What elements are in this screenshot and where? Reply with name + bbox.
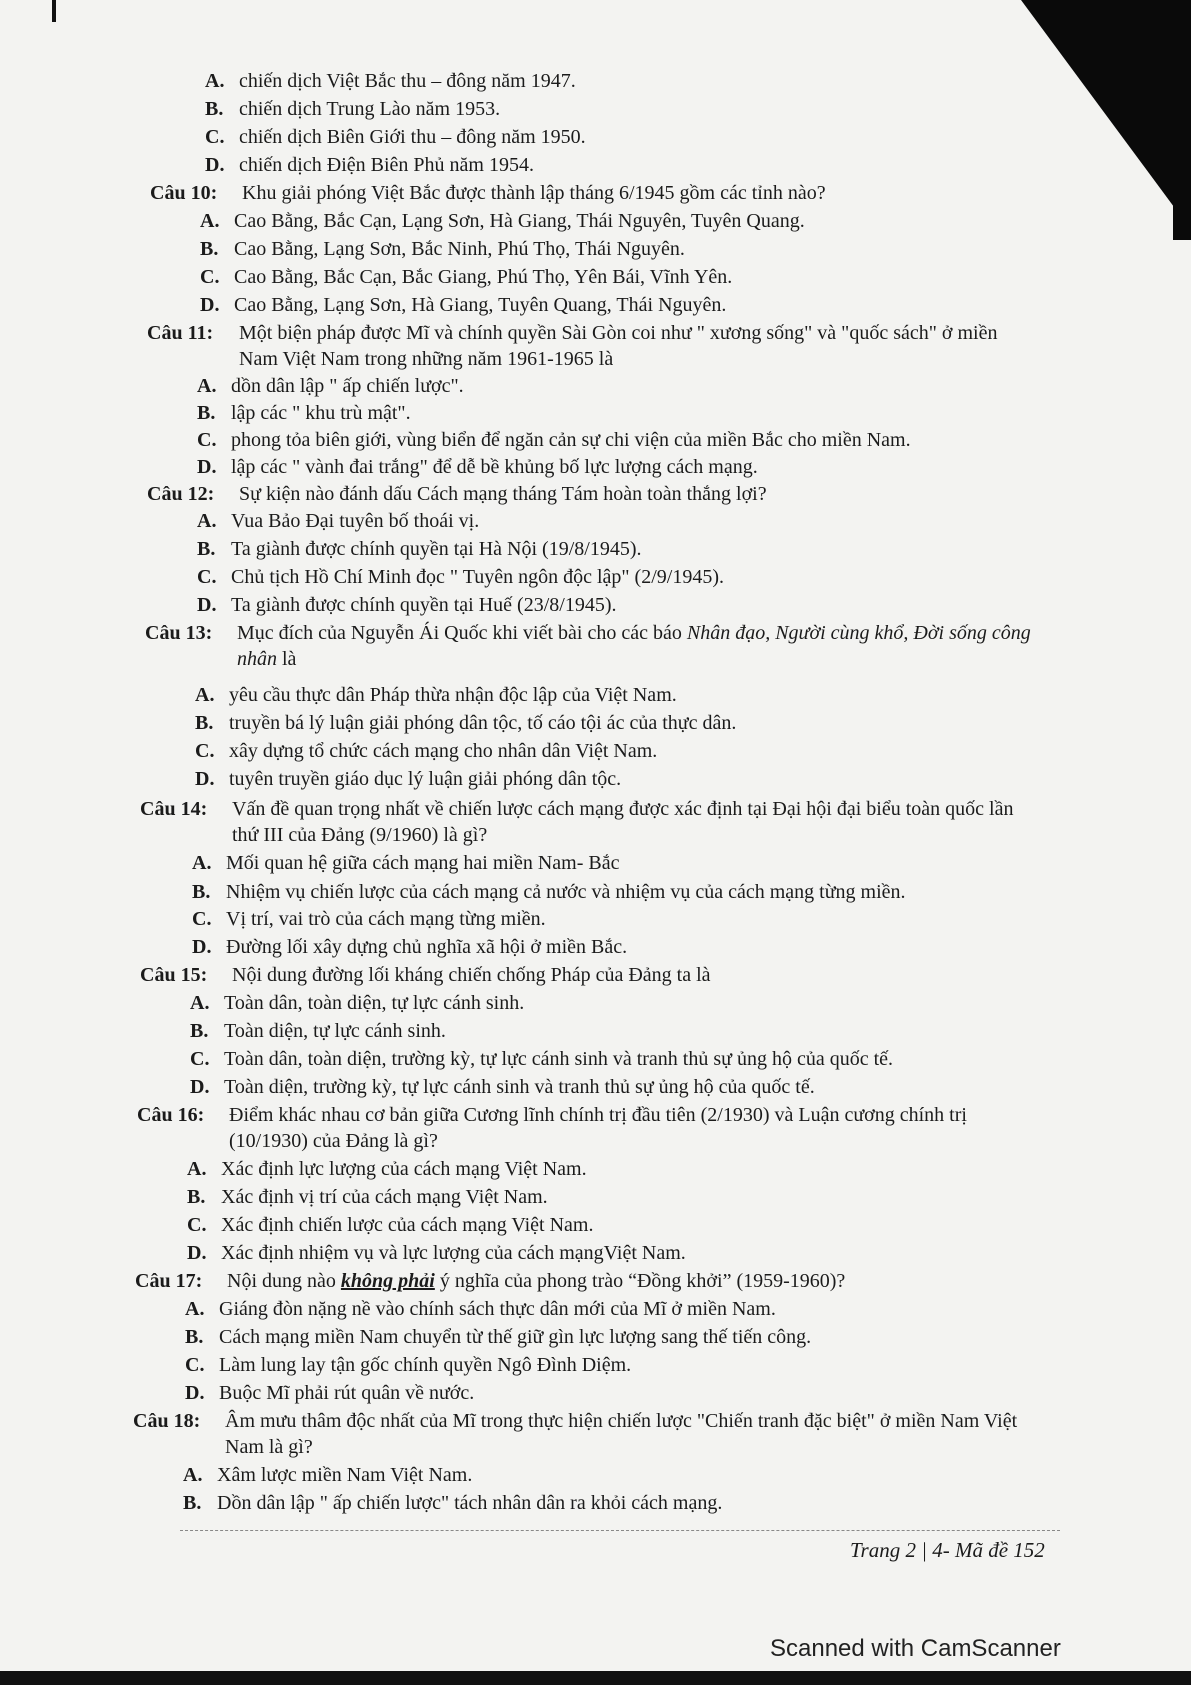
option-text: tuyên truyền giáo dục lý luận giải phóng dân tộc. bbox=[229, 768, 622, 790]
option-label: B. bbox=[205, 98, 224, 120]
option-text: Toàn dân, toàn diện, tự lực cánh sinh. bbox=[224, 992, 525, 1014]
option-label: D. bbox=[197, 456, 217, 478]
option-label: C. bbox=[197, 566, 217, 588]
option-b bbox=[195, 710, 736, 736]
question-text: là bbox=[277, 648, 297, 670]
question-13 bbox=[145, 620, 1031, 646]
option-text: Dồn dân lập " ấp chiến lược" tách nhân dân ra khỏi cách mạng. bbox=[217, 1492, 723, 1514]
option-d bbox=[197, 592, 616, 618]
question-text: Nam Việt Nam trong những năm 1961-1965 là bbox=[239, 348, 614, 370]
option-text: Xác định vị trí của cách mạng Việt Nam. bbox=[221, 1186, 548, 1208]
option-text: Chủ tịch Hồ Chí Minh đọc " Tuyên ngôn độc lập" (2/9/1945). bbox=[231, 566, 724, 588]
question-label: Câu 15: bbox=[140, 964, 208, 986]
option-c bbox=[197, 564, 724, 590]
option-label: D. bbox=[190, 1076, 210, 1098]
question-label: Câu 12: bbox=[147, 483, 215, 505]
option-text: chiến dịch Điện Biên Phủ năm 1954. bbox=[239, 154, 534, 176]
option-text: Cách mạng miền Nam chuyển từ thế giữ gìn lực lượng sang thế tiến công. bbox=[219, 1326, 812, 1348]
option-text: Mối quan hệ giữa cách mạng hai miền Nam- Bắc bbox=[226, 852, 620, 874]
option-label: B. bbox=[192, 881, 211, 903]
option-c bbox=[187, 1212, 593, 1238]
question-label: Câu 13: bbox=[145, 622, 213, 644]
option-label: C. bbox=[197, 429, 217, 451]
option-a bbox=[190, 990, 524, 1016]
question-text: Vấn đề quan trọng nhất về chiến lược cách mạng được xác định tại Đại hội đại biểu toàn quốc lần bbox=[232, 798, 1014, 820]
question-text: Nội dung đường lối kháng chiến chống Pháp của Đảng ta là bbox=[232, 964, 711, 986]
option-text: Buộc Mĩ phải rút quân về nước. bbox=[219, 1382, 475, 1404]
option-b bbox=[192, 879, 906, 905]
option-text: Đường lối xây dựng chủ nghĩa xã hội ở miền Bắc. bbox=[226, 936, 628, 958]
option-d bbox=[200, 292, 726, 318]
option-text: Cao Bằng, Bắc Cạn, Lạng Sơn, Hà Giang, Thái Nguyên, Tuyên Quang. bbox=[234, 210, 805, 232]
option-label: D. bbox=[195, 768, 215, 790]
scan-shadow-right bbox=[1021, 0, 1191, 230]
option-text: Làm lung lay tận gốc chính quyền Ngô Đình Diệm. bbox=[219, 1354, 632, 1376]
option-c bbox=[200, 264, 732, 290]
question-16 bbox=[137, 1102, 967, 1128]
footer-divider bbox=[180, 1530, 1060, 1531]
question-label: Câu 11: bbox=[147, 322, 214, 344]
option-label: A. bbox=[195, 684, 215, 706]
option-text: phong tỏa biên giới, vùng biển để ngăn cản sự chi viện của miền Bắc cho miền Nam. bbox=[231, 429, 911, 451]
question-text: Một biện pháp được Mĩ và chính quyền Sài Gòn coi như " xương sống" và "quốc sách" ở miền bbox=[239, 322, 998, 344]
option-text: lập các " khu trù mật". bbox=[231, 402, 411, 424]
question-text: Sự kiện nào đánh dấu Cách mạng tháng Tám hoàn toàn thắng lợi? bbox=[239, 483, 767, 505]
option-b bbox=[187, 1184, 548, 1210]
option-c bbox=[197, 427, 911, 453]
option-text: Cao Bằng, Bắc Cạn, Bắc Giang, Phú Thọ, Yên Bái, Vĩnh Yên. bbox=[234, 266, 733, 288]
option-text: xây dựng tổ chức cách mạng cho nhân dân Việt Nam. bbox=[229, 740, 658, 762]
option-text: Xác định chiến lược của cách mạng Việt Nam. bbox=[221, 1214, 594, 1236]
option-text: yêu cầu thực dân Pháp thừa nhận độc lập của Việt Nam. bbox=[229, 684, 677, 706]
question-10 bbox=[150, 180, 826, 206]
option-text: lập các " vành đai trắng" để dễ bề khủng bố lực lượng cách mạng. bbox=[231, 456, 758, 478]
option-text: chiến dịch Việt Bắc thu – đông năm 1947. bbox=[239, 70, 576, 92]
question-17 bbox=[135, 1268, 845, 1294]
option-text: Nhiệm vụ chiến lược của cách mạng cả nước và nhiệm vụ của cách mạng từng miền. bbox=[226, 881, 906, 903]
option-label: C. bbox=[205, 126, 225, 148]
newspaper-title: nhân bbox=[237, 648, 277, 670]
option-a bbox=[187, 1156, 587, 1182]
option-text: Cao Bằng, Lạng Sơn, Bắc Ninh, Phú Thọ, Thái Nguyên. bbox=[234, 238, 685, 260]
option-a bbox=[195, 682, 677, 708]
option-label: B. bbox=[197, 402, 216, 424]
option-text: Xác định lực lượng của cách mạng Việt Nam. bbox=[221, 1158, 587, 1180]
option-label: C. bbox=[192, 908, 212, 930]
option-text: Xâm lược miền Nam Việt Nam. bbox=[217, 1464, 473, 1486]
option-label: C. bbox=[187, 1214, 207, 1236]
option-label: D. bbox=[187, 1242, 207, 1264]
option-label: B. bbox=[197, 538, 216, 560]
option-label: A. bbox=[183, 1464, 203, 1486]
option-c bbox=[185, 1352, 631, 1378]
option-label: B. bbox=[183, 1492, 202, 1514]
question-text: thứ III của Đảng (9/1960) là gì? bbox=[232, 824, 488, 846]
option-label: B. bbox=[195, 712, 214, 734]
question-text: Điểm khác nhau cơ bản giữa Cương lĩnh chính trị đầu tiên (2/1930) và Luận cương chính trị bbox=[229, 1104, 967, 1126]
option-a bbox=[205, 68, 576, 94]
option-label: B. bbox=[187, 1186, 206, 1208]
emphasized-text: không phải bbox=[340, 1270, 435, 1292]
option-d bbox=[192, 934, 627, 960]
question-14 bbox=[140, 796, 1013, 822]
option-text: Toàn diện, tự lực cánh sinh. bbox=[224, 1020, 446, 1042]
option-label: C. bbox=[190, 1048, 210, 1070]
scan-shadow-top-left bbox=[52, 0, 56, 22]
option-b bbox=[190, 1018, 446, 1044]
question-text: Nội dung nào bbox=[227, 1270, 341, 1292]
option-label: D. bbox=[185, 1382, 205, 1404]
question-text: Khu giải phóng Việt Bắc được thành lập tháng 6/1945 gồm các tỉnh nào? bbox=[242, 182, 826, 204]
option-text: Ta giành được chính quyền tại Hà Nội (19/8/1945). bbox=[231, 538, 642, 560]
option-label: A. bbox=[205, 70, 225, 92]
option-d bbox=[197, 454, 758, 480]
option-a bbox=[183, 1462, 472, 1488]
option-label: D. bbox=[197, 594, 217, 616]
option-label: D. bbox=[205, 154, 225, 176]
question-16-cont bbox=[229, 1128, 438, 1154]
option-label: A. bbox=[200, 210, 220, 232]
question-text: (10/1930) của Đảng là gì? bbox=[229, 1130, 438, 1152]
option-a bbox=[200, 208, 805, 234]
option-d bbox=[195, 766, 621, 792]
option-c bbox=[195, 738, 657, 764]
option-d bbox=[187, 1240, 686, 1266]
question-label: Câu 10: bbox=[150, 182, 218, 204]
question-15 bbox=[140, 962, 711, 988]
question-label: Câu 17: bbox=[135, 1270, 203, 1292]
question-11 bbox=[147, 320, 997, 346]
option-text: Cao Bằng, Lạng Sơn, Hà Giang, Tuyên Quang, Thái Nguyên. bbox=[234, 294, 727, 316]
scan-shadow-bottom bbox=[0, 1671, 1191, 1685]
option-label: D. bbox=[192, 936, 212, 958]
question-label: Câu 18: bbox=[133, 1410, 201, 1432]
option-label: C. bbox=[195, 740, 215, 762]
question-text: Âm mưu thâm độc nhất của Mĩ trong thực hiện chiến lược "Chiến tranh đặc biệt" ở miền Nam Việt bbox=[225, 1410, 1018, 1432]
option-d bbox=[185, 1380, 474, 1406]
question-14-cont bbox=[232, 822, 487, 848]
option-c bbox=[192, 906, 546, 932]
question-text: ý nghĩa của phong trào “Đồng khởi” (1959-1960)? bbox=[434, 1270, 846, 1292]
option-label: B. bbox=[185, 1326, 204, 1348]
option-label: A. bbox=[187, 1158, 207, 1180]
option-label: C. bbox=[200, 266, 220, 288]
question-label: Câu 14: bbox=[140, 798, 208, 820]
option-label: A. bbox=[197, 375, 217, 397]
option-text: Xác định nhiệm vụ và lực lượng của cách mạngViệt Nam. bbox=[221, 1242, 686, 1264]
option-text: Toàn diện, trường kỳ, tự lực cánh sinh và tranh thủ sự ủng hộ của quốc tế. bbox=[224, 1076, 815, 1098]
option-label: A. bbox=[190, 992, 210, 1014]
camscanner-watermark: Scanned with CamScanner bbox=[770, 1635, 1061, 1662]
option-a bbox=[197, 508, 479, 534]
option-d bbox=[205, 152, 534, 178]
option-b bbox=[185, 1324, 811, 1350]
newspaper-titles: Nhân đạo, Người cùng khổ, Đời sống công bbox=[686, 622, 1031, 644]
option-text: dồn dân lập " ấp chiến lược". bbox=[231, 375, 464, 397]
option-text: Vị trí, vai trò của cách mạng từng miền. bbox=[226, 908, 546, 930]
option-d bbox=[190, 1074, 815, 1100]
option-a bbox=[197, 373, 464, 399]
option-b bbox=[197, 400, 411, 426]
option-label: A. bbox=[197, 510, 217, 532]
question-text: Mục đích của Nguyễn Ái Quốc khi viết bài cho các báo bbox=[237, 622, 687, 644]
question-11-cont bbox=[239, 346, 613, 372]
option-label: A. bbox=[192, 852, 212, 874]
option-b bbox=[205, 96, 500, 122]
option-text: Vua Bảo Đại tuyên bố thoái vị. bbox=[231, 510, 480, 532]
scan-shadow-right-strip bbox=[1173, 0, 1191, 240]
option-a bbox=[192, 850, 620, 876]
option-label: C. bbox=[185, 1354, 205, 1376]
option-c bbox=[205, 124, 586, 150]
option-a bbox=[185, 1296, 776, 1322]
question-18-cont bbox=[225, 1434, 313, 1460]
option-text: chiến dịch Biên Giới thu – đông năm 1950. bbox=[239, 126, 586, 148]
option-b bbox=[200, 236, 685, 262]
question-13-cont bbox=[237, 646, 296, 672]
option-text: chiến dịch Trung Lào năm 1953. bbox=[239, 98, 501, 120]
option-text: Ta giành được chính quyền tại Huế (23/8/1945). bbox=[231, 594, 617, 616]
option-c bbox=[190, 1046, 893, 1072]
option-label: D. bbox=[200, 294, 220, 316]
option-b bbox=[183, 1490, 722, 1516]
question-18 bbox=[133, 1408, 1017, 1434]
question-text: Nam là gì? bbox=[225, 1436, 313, 1458]
option-label: B. bbox=[200, 238, 219, 260]
option-text: Giáng đòn nặng nề vào chính sách thực dân mới của Mĩ ở miền Nam. bbox=[219, 1298, 776, 1320]
page-footer: Trang 2 | 4- Mã đề 152 bbox=[850, 1538, 1045, 1562]
question-12 bbox=[147, 481, 767, 507]
option-label: A. bbox=[185, 1298, 205, 1320]
option-text: truyền bá lý luận giải phóng dân tộc, tố cáo tội ác của thực dân. bbox=[229, 712, 737, 734]
question-label: Câu 16: bbox=[137, 1104, 205, 1126]
option-label: B. bbox=[190, 1020, 209, 1042]
option-text: Toàn dân, toàn diện, trường kỳ, tự lực cánh sinh và tranh thủ sự ủng hộ của quốc tế. bbox=[224, 1048, 894, 1070]
option-b bbox=[197, 536, 641, 562]
